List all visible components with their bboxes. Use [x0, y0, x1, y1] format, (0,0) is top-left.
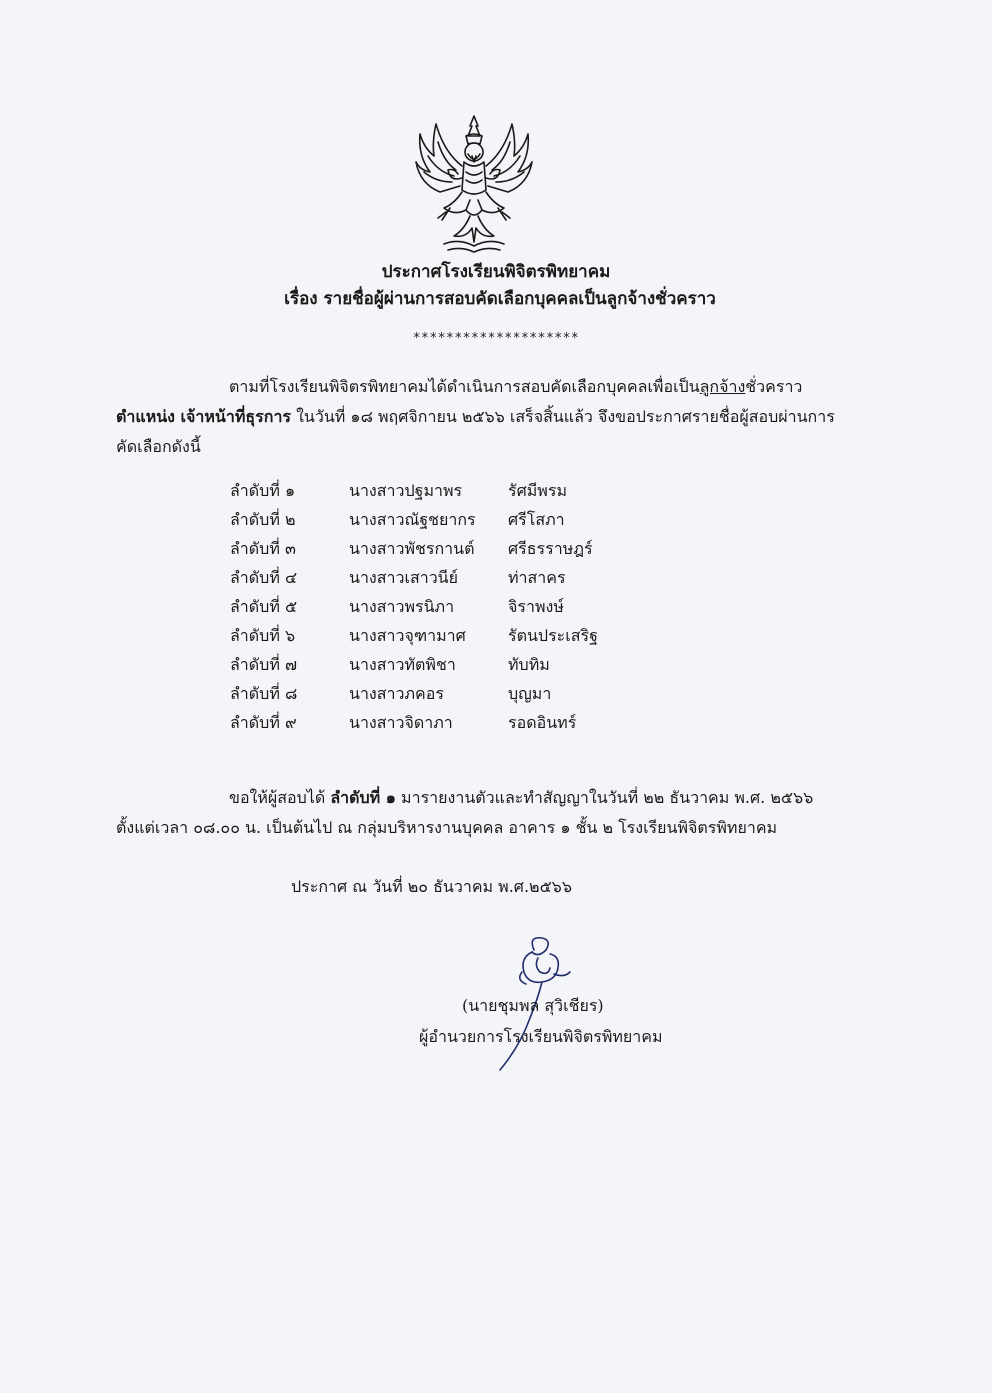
announcement-date: ประกาศ ณ วันที่ ๒๐ ธันวาคม พ.ศ.๒๕๖๖	[291, 877, 572, 896]
candidate-first-name: นางสาวณัฐชยากร	[349, 510, 476, 529]
candidate-last-name: รัศมีพรม	[508, 481, 567, 500]
candidate-rank: ลำดับที่ ๓	[230, 539, 296, 558]
instruction-rank: ลำดับที่ ๑	[330, 788, 396, 807]
candidate-list	[230, 476, 730, 737]
intro-tail: ชั่วคราว	[745, 377, 803, 396]
candidate-rank: ลำดับที่ ๒	[230, 510, 296, 529]
candidate-rank: ลำดับที่ ๑	[230, 481, 296, 500]
underlined-word: ลูกจ้าง	[699, 377, 746, 396]
signer-name: (นายชุมพล สุวิเชียร)	[462, 996, 604, 1015]
instruction-line-1	[116, 783, 878, 813]
candidate-last-name: จิราพงษ์	[508, 597, 564, 616]
candidate-last-name: ท่าสาคร	[508, 568, 566, 587]
candidate-rank: ลำดับที่ ๘	[230, 684, 298, 703]
candidate-last-name: บุญมา	[508, 684, 552, 703]
list-item	[230, 592, 730, 621]
intro-date-text: ในวันที่ ๑๘ พฤศจิกายน ๒๕๖๖ เสร็จสิ้นแล้ว จึงขอประกาศรายชื่อผู้สอบผ่านการ	[291, 407, 835, 426]
instruction-paragraph	[116, 783, 878, 843]
intro-line-2	[116, 402, 878, 432]
candidate-last-name: ทับทิม	[508, 655, 550, 674]
position-label: ตำแหน่ง เจ้าหน้าที่ธุรการ	[116, 407, 292, 426]
candidate-last-name: รัตนประเสริฐ	[508, 626, 598, 645]
list-item	[230, 679, 730, 708]
signer-title: ผู้อำนวยการโรงเรียนพิจิตรพิทยาคม	[419, 1027, 663, 1046]
candidate-last-name: ศรีธรราษฎร์	[508, 539, 593, 558]
candidate-first-name: นางสาวพรนิภา	[349, 597, 455, 616]
garuda-emblem-icon	[414, 112, 534, 258]
candidate-first-name: นางสาวเสาวนีย์	[349, 568, 458, 587]
instruction-line-2: ตั้งแต่เวลา ๐๘.๐๐ น. เป็นต้นไป ณ กลุ่มบริหารงานบุคคล อาคาร ๑ ชั้น ๒ โรงเรียนพิจิตรพิทยาคม	[116, 818, 778, 837]
list-item	[230, 650, 730, 679]
document-subject: เรื่อง รายชื่อผู้ผ่านการสอบคัดเลือกบุคคลเป็นลูกจ้างชั่วคราว	[284, 289, 716, 309]
instruction-pre: ขอให้ผู้สอบได้	[229, 788, 331, 807]
instruction-post: มารายงานตัวและทำสัญญาในวันที่ ๒๒ ธันวาคม พ.ศ. ๒๕๖๖	[395, 788, 814, 807]
candidate-first-name: นางสาวภคอร	[349, 684, 444, 703]
list-item	[230, 563, 730, 592]
candidate-rank: ลำดับที่ ๖	[230, 626, 296, 645]
intro-line-1	[116, 372, 878, 402]
candidate-first-name: นางสาวปฐมาพร	[349, 481, 463, 500]
intro-text: ตามที่โรงเรียนพิจิตรพิทยาคมได้ดำเนินการสอบคัดเลือกบุคคลเพื่อเป็น	[229, 377, 700, 396]
candidate-last-name: ศรีโสภา	[508, 510, 565, 529]
list-item	[230, 621, 730, 650]
candidate-first-name: นางสาวจิดาภา	[349, 713, 453, 732]
document-title: ประกาศโรงเรียนพิจิตรพิทยาคม	[381, 262, 611, 282]
candidate-first-name: นางสาวทัตพิชา	[349, 655, 456, 674]
list-item	[230, 534, 730, 563]
intro-line-3: คัดเลือกดังนี้	[116, 437, 201, 456]
candidate-first-name: นางสาวจุฑามาศ	[349, 626, 466, 645]
list-item	[230, 708, 730, 737]
candidate-last-name: รอดอินทร์	[508, 713, 577, 732]
candidate-rank: ลำดับที่ ๗	[230, 655, 297, 674]
candidate-rank: ลำดับที่ ๕	[230, 597, 298, 616]
candidate-rank: ลำดับที่ ๔	[230, 568, 298, 587]
separator-line: ********************	[412, 331, 580, 346]
candidate-rank: ลำดับที่ ๙	[230, 713, 297, 732]
list-item	[230, 476, 730, 505]
candidate-first-name: นางสาวพัชรกานต์	[349, 539, 475, 558]
list-item	[230, 505, 730, 534]
intro-paragraph	[116, 372, 878, 462]
